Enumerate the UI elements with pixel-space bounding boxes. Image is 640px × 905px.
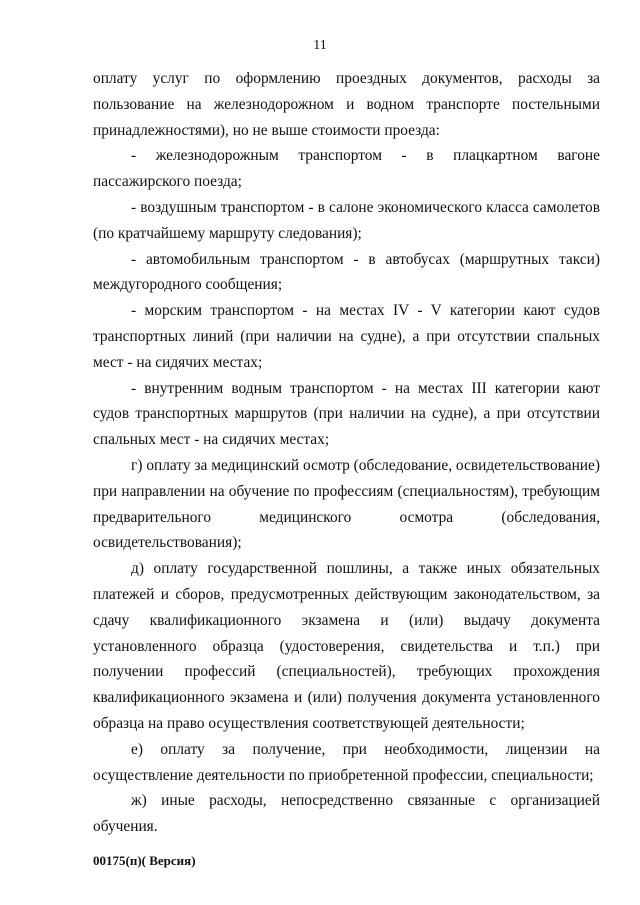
paragraph-license: е) оплату за получение, при необходимости, лицензии на осуществление деятельности по приобретенной профессии, специальности;	[93, 740, 600, 784]
document-body	[93, 66, 600, 840]
document-version: ( Версия)	[141, 853, 196, 868]
paragraph-state-duty: д) оплату государственной пошлины, а также иных обязательных платежей и сборов, предусмотренных действующим законодательством, за сдачу квалификационного экзамена и (или) выдачу документа установленного образца (удостоверения, свидетельства и т.п.) при получении профессий (специальностей), требующих прохождения квалификационного экзамена и (или) получения документа установленного образца на право осуществления соответствующей деятельности;	[93, 560, 600, 732]
footer	[93, 853, 196, 869]
paragraph-medical-exam: г) оплату за медицинский осмотр (обследование, освидетельствование) при направлении на обучение по профессиям (специальностям), требующим предварительного медицинского осмотра (обследования, освидетельствования);	[93, 456, 600, 552]
paragraph-other-expenses: ж) иные расходы, непосредственно связанные с организацией обучения.	[93, 792, 600, 836]
paragraph-rail-transport: - железнодорожным транспортом - в плацкартном вагоне пассажирского поезда;	[93, 147, 600, 191]
paragraph-travel-costs: оплату услуг по оформлению проездных документов, расходы за пользование на железнодорожном и водном транспорте постельными принадлежностями), но не выше стоимости проезда:	[93, 70, 600, 139]
paragraph-sea-transport: - морским транспортом - на местах IV - V категории кают судов транспортных линий (при наличии на судне), а при отсутствии спальных мест - на сидячих местах;	[93, 302, 600, 371]
paragraph-road-transport: - автомобильным транспортом - в автобусах (маршрутных такси) междугородного сообщения;	[93, 250, 600, 294]
page-number: 11	[313, 38, 327, 53]
document-code: 00175(п)	[93, 853, 142, 868]
paragraph-air-transport: - воздушным транспортом - в салоне экономического класса самолетов (по кратчайшему маршруту следования);	[93, 198, 600, 242]
paragraph-inland-water-transport: - внутренним водным транспортом - на местах III категории кают судов транспортных маршрутов (при наличии на судне), а при отсутствии спальных мест - на сидячих местах;	[93, 379, 600, 449]
